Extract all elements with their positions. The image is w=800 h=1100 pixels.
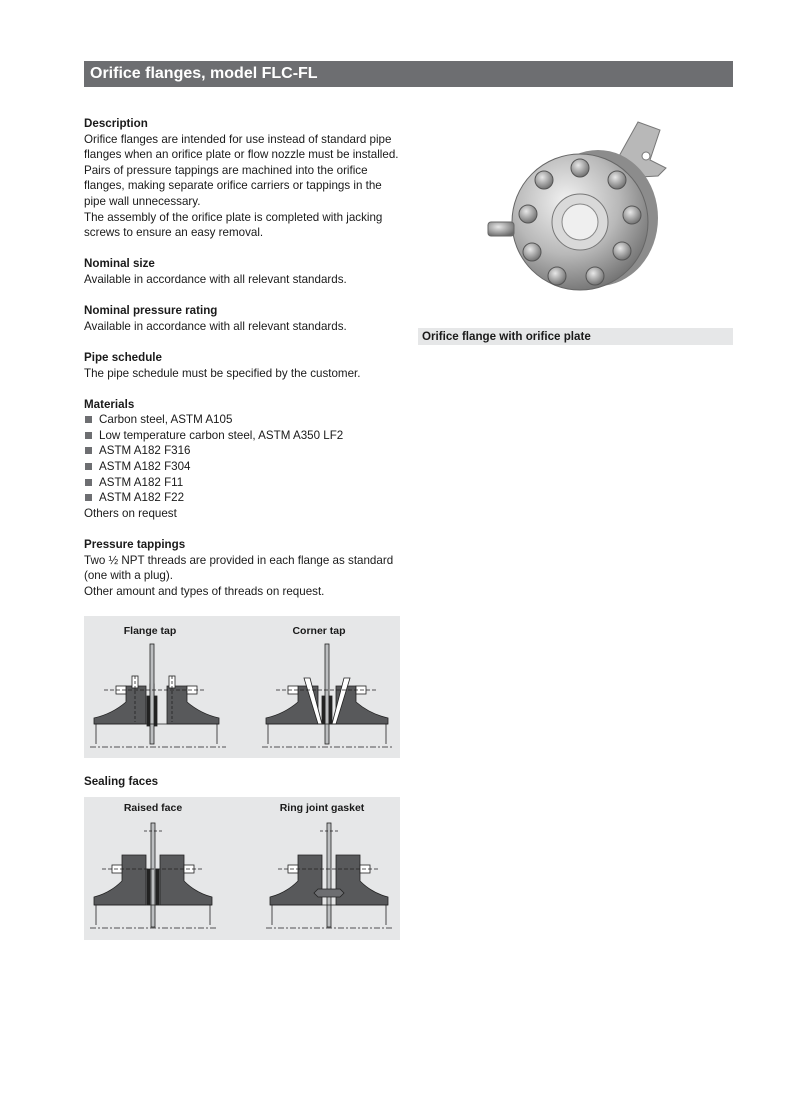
pressure-tappings-section — [84, 537, 404, 599]
sealing-diagram-drawing — [84, 797, 400, 940]
page-title: Orifice flanges, model FLC-FL — [84, 61, 733, 87]
description-line: flanges when an orifice plate or flow nozzle must be installed. — [84, 148, 399, 162]
pipe-schedule-heading: Pipe schedule — [84, 350, 162, 364]
pipe-schedule-section — [84, 350, 404, 381]
ring-joint-diagram — [266, 823, 394, 928]
materials-heading: Materials — [84, 397, 135, 411]
list-item: ASTM A182 F304 — [84, 459, 404, 475]
description-line: Orifice flanges are intended for use instead of standard pipe — [84, 132, 392, 146]
description-line: flanges, making separate orifice carriers or tappings in the — [84, 179, 382, 193]
description-line: Pairs of pressure tappings are machined into the orifice — [84, 163, 368, 177]
description-line: screws to ensure an easy removal. — [84, 226, 264, 240]
description-line: pipe wall unnecessary. — [84, 194, 201, 208]
nominal-size-heading: Nominal size — [84, 257, 155, 271]
list-item: ASTM A182 F316 — [84, 443, 404, 459]
orifice-flange-photo — [470, 118, 700, 318]
flange-tap-diagram — [90, 644, 226, 747]
pressure-tappings-heading: Pressure tappings — [84, 538, 186, 552]
description-section — [84, 116, 404, 241]
nominal-size-text: Available in accordance with all relevant standards. — [84, 272, 347, 286]
pressure-tappings-line: Two ½ NPT threads are provided in each flange as standard — [84, 553, 394, 567]
nominal-size-section — [84, 256, 404, 287]
corner-tap-label: Corner tap — [292, 625, 346, 637]
nominal-pressure-section — [84, 303, 404, 334]
nominal-pressure-heading: Nominal pressure rating — [84, 304, 218, 318]
sealing-diagram-panel — [84, 797, 400, 940]
flange-tap-label: Flange tap — [123, 625, 177, 637]
description-heading: Description — [84, 117, 148, 130]
raised-face-label: Raised face — [123, 802, 183, 814]
pipe-schedule-text: The pipe schedule must be specified by the customer. — [84, 366, 361, 380]
nominal-pressure-text: Available in accordance with all relevant standards. — [84, 319, 347, 333]
description-line: The assembly of the orifice plate is completed with jacking — [84, 210, 383, 224]
list-item: Low temperature carbon steel, ASTM A350 LF2 — [84, 428, 404, 444]
photo-caption: Orifice flange with orifice plate — [418, 328, 733, 345]
corner-tap-diagram — [262, 644, 394, 747]
tap-diagram-drawing — [84, 616, 400, 758]
pressure-tappings-line: (one with a plug). — [84, 569, 173, 583]
ring-joint-label: Ring joint gasket — [279, 802, 365, 814]
materials-list — [84, 412, 404, 506]
materials-section — [84, 397, 404, 522]
materials-footer: Others on request — [84, 506, 177, 520]
list-item: ASTM A182 F22 — [84, 490, 404, 506]
raised-face-diagram — [90, 823, 218, 928]
list-item: ASTM A182 F11 — [84, 475, 404, 491]
pressure-tappings-line: Other amount and types of threads on request. — [84, 584, 325, 598]
tap-diagram-panel — [84, 616, 400, 758]
sealing-faces-heading: Sealing faces — [84, 775, 159, 788]
left-column — [84, 116, 404, 615]
list-item: Carbon steel, ASTM A105 — [84, 412, 404, 428]
